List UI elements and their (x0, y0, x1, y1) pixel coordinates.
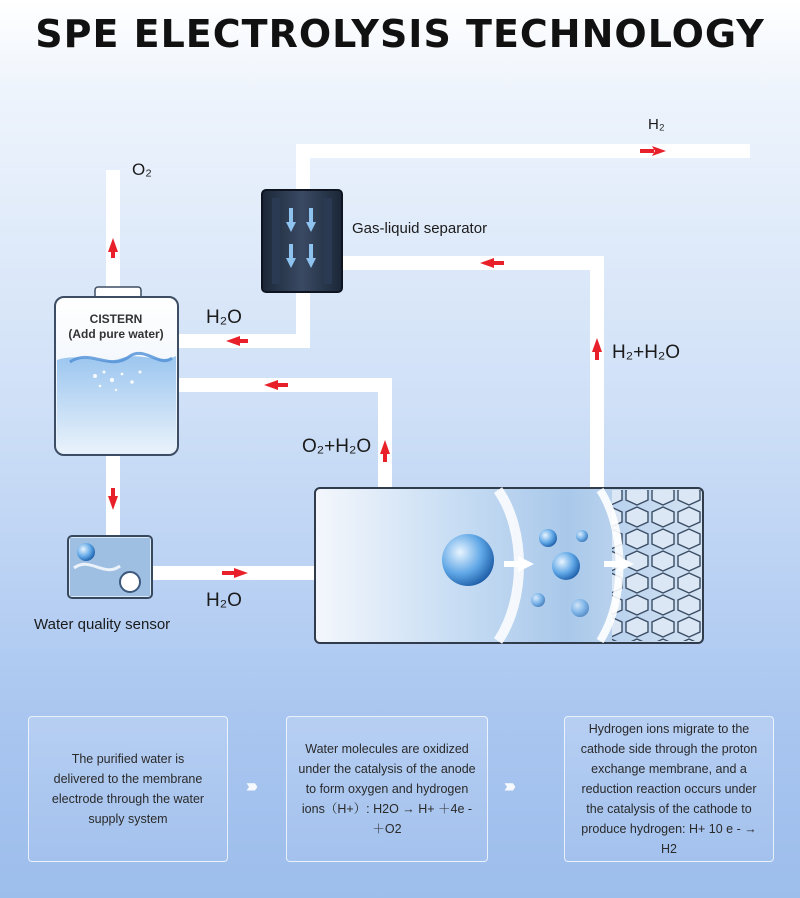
label-h2-h2o: H₂+H₂O (612, 342, 681, 363)
step-box-2 (286, 716, 488, 862)
label-o2-h2o: O₂+H₂O (302, 436, 372, 457)
cistern-subtitle: (Add pure water) (68, 327, 164, 341)
arrow-o2h2o-up-shaft (383, 452, 387, 462)
step-text-2: Water molecules are oxidized under the catalysis of the anode to form oxygen and hydrogen ions（H+）: H2O → H+ ＋4e - ＋O2 (298, 742, 476, 836)
step-text-1: The purified water is delivered to the membrane electrode through the water supply system (51, 752, 205, 826)
sensor-probe (120, 572, 140, 592)
label-o2: O₂ (132, 160, 152, 179)
cell-molecule-small-1 (539, 529, 557, 547)
cell-flow-arrow-2-shaft (604, 561, 619, 567)
label-h2o-feed: H₂O (206, 590, 242, 611)
cell-molecule-small-2 (576, 530, 588, 542)
electrolysis-cell (315, 488, 703, 643)
cell-molecule-large (442, 534, 494, 586)
cell-molecule-small-4 (571, 599, 589, 617)
arrow-h2h2o-up-shaft (595, 350, 599, 360)
cistern-title: CISTERN (89, 312, 143, 326)
water-quality-sensor (68, 536, 152, 598)
separator-fin-right (324, 198, 332, 284)
pipe-cathode-return-top (342, 256, 604, 270)
pipe-h2-top (296, 144, 750, 158)
step-text-3: Hydrogen ions migrate to the cathode side through the proton exchange membrane, and a reduction reaction occurs under the catalysis of the cathode to produce hydrogen: H+ 10 e - → H2 (580, 722, 758, 856)
page-title: SPE ELECTROLYSIS TECHNOLOGY (35, 12, 765, 56)
label-water-quality-sensor: Water quality sensor (34, 616, 171, 633)
arrow-o2-up-shaft (111, 250, 115, 258)
pipe-o2-vent (106, 170, 120, 296)
cell-molecule-small-3 (531, 593, 545, 607)
pipe-h2-vertical (296, 144, 310, 194)
arrow-feed-right-shaft (222, 571, 236, 575)
cell-molecule-medium (552, 552, 580, 580)
label-h2: H₂ (648, 116, 665, 133)
step-box-3 (564, 716, 774, 862)
arrow-h2-out-shaft (640, 149, 654, 153)
arrow-h2o-left-shaft (238, 339, 248, 343)
gas-liquid-separator (262, 190, 342, 292)
chevron-right-icon: ›››› (246, 776, 254, 796)
arrow-cistern-down-shaft (111, 488, 115, 498)
sensor-head (77, 543, 95, 561)
cistern-water (57, 356, 176, 453)
chevron-right-icon: ›››› (504, 776, 512, 796)
pipe-anode-return-vertical (378, 378, 392, 490)
arrow-anode-left-shaft (276, 383, 288, 387)
label-h2o-return: H₂O (206, 307, 242, 328)
step-box-1 (28, 716, 228, 862)
pipe-cathode-return-vertical (590, 256, 604, 490)
arrow-return-left-shaft (492, 261, 504, 265)
cistern-label (56, 312, 176, 342)
cell-flow-arrow-1-shaft (504, 561, 519, 567)
separator-fin-left (272, 198, 280, 284)
label-gas-liquid-separator: Gas-liquid separator (352, 220, 488, 237)
